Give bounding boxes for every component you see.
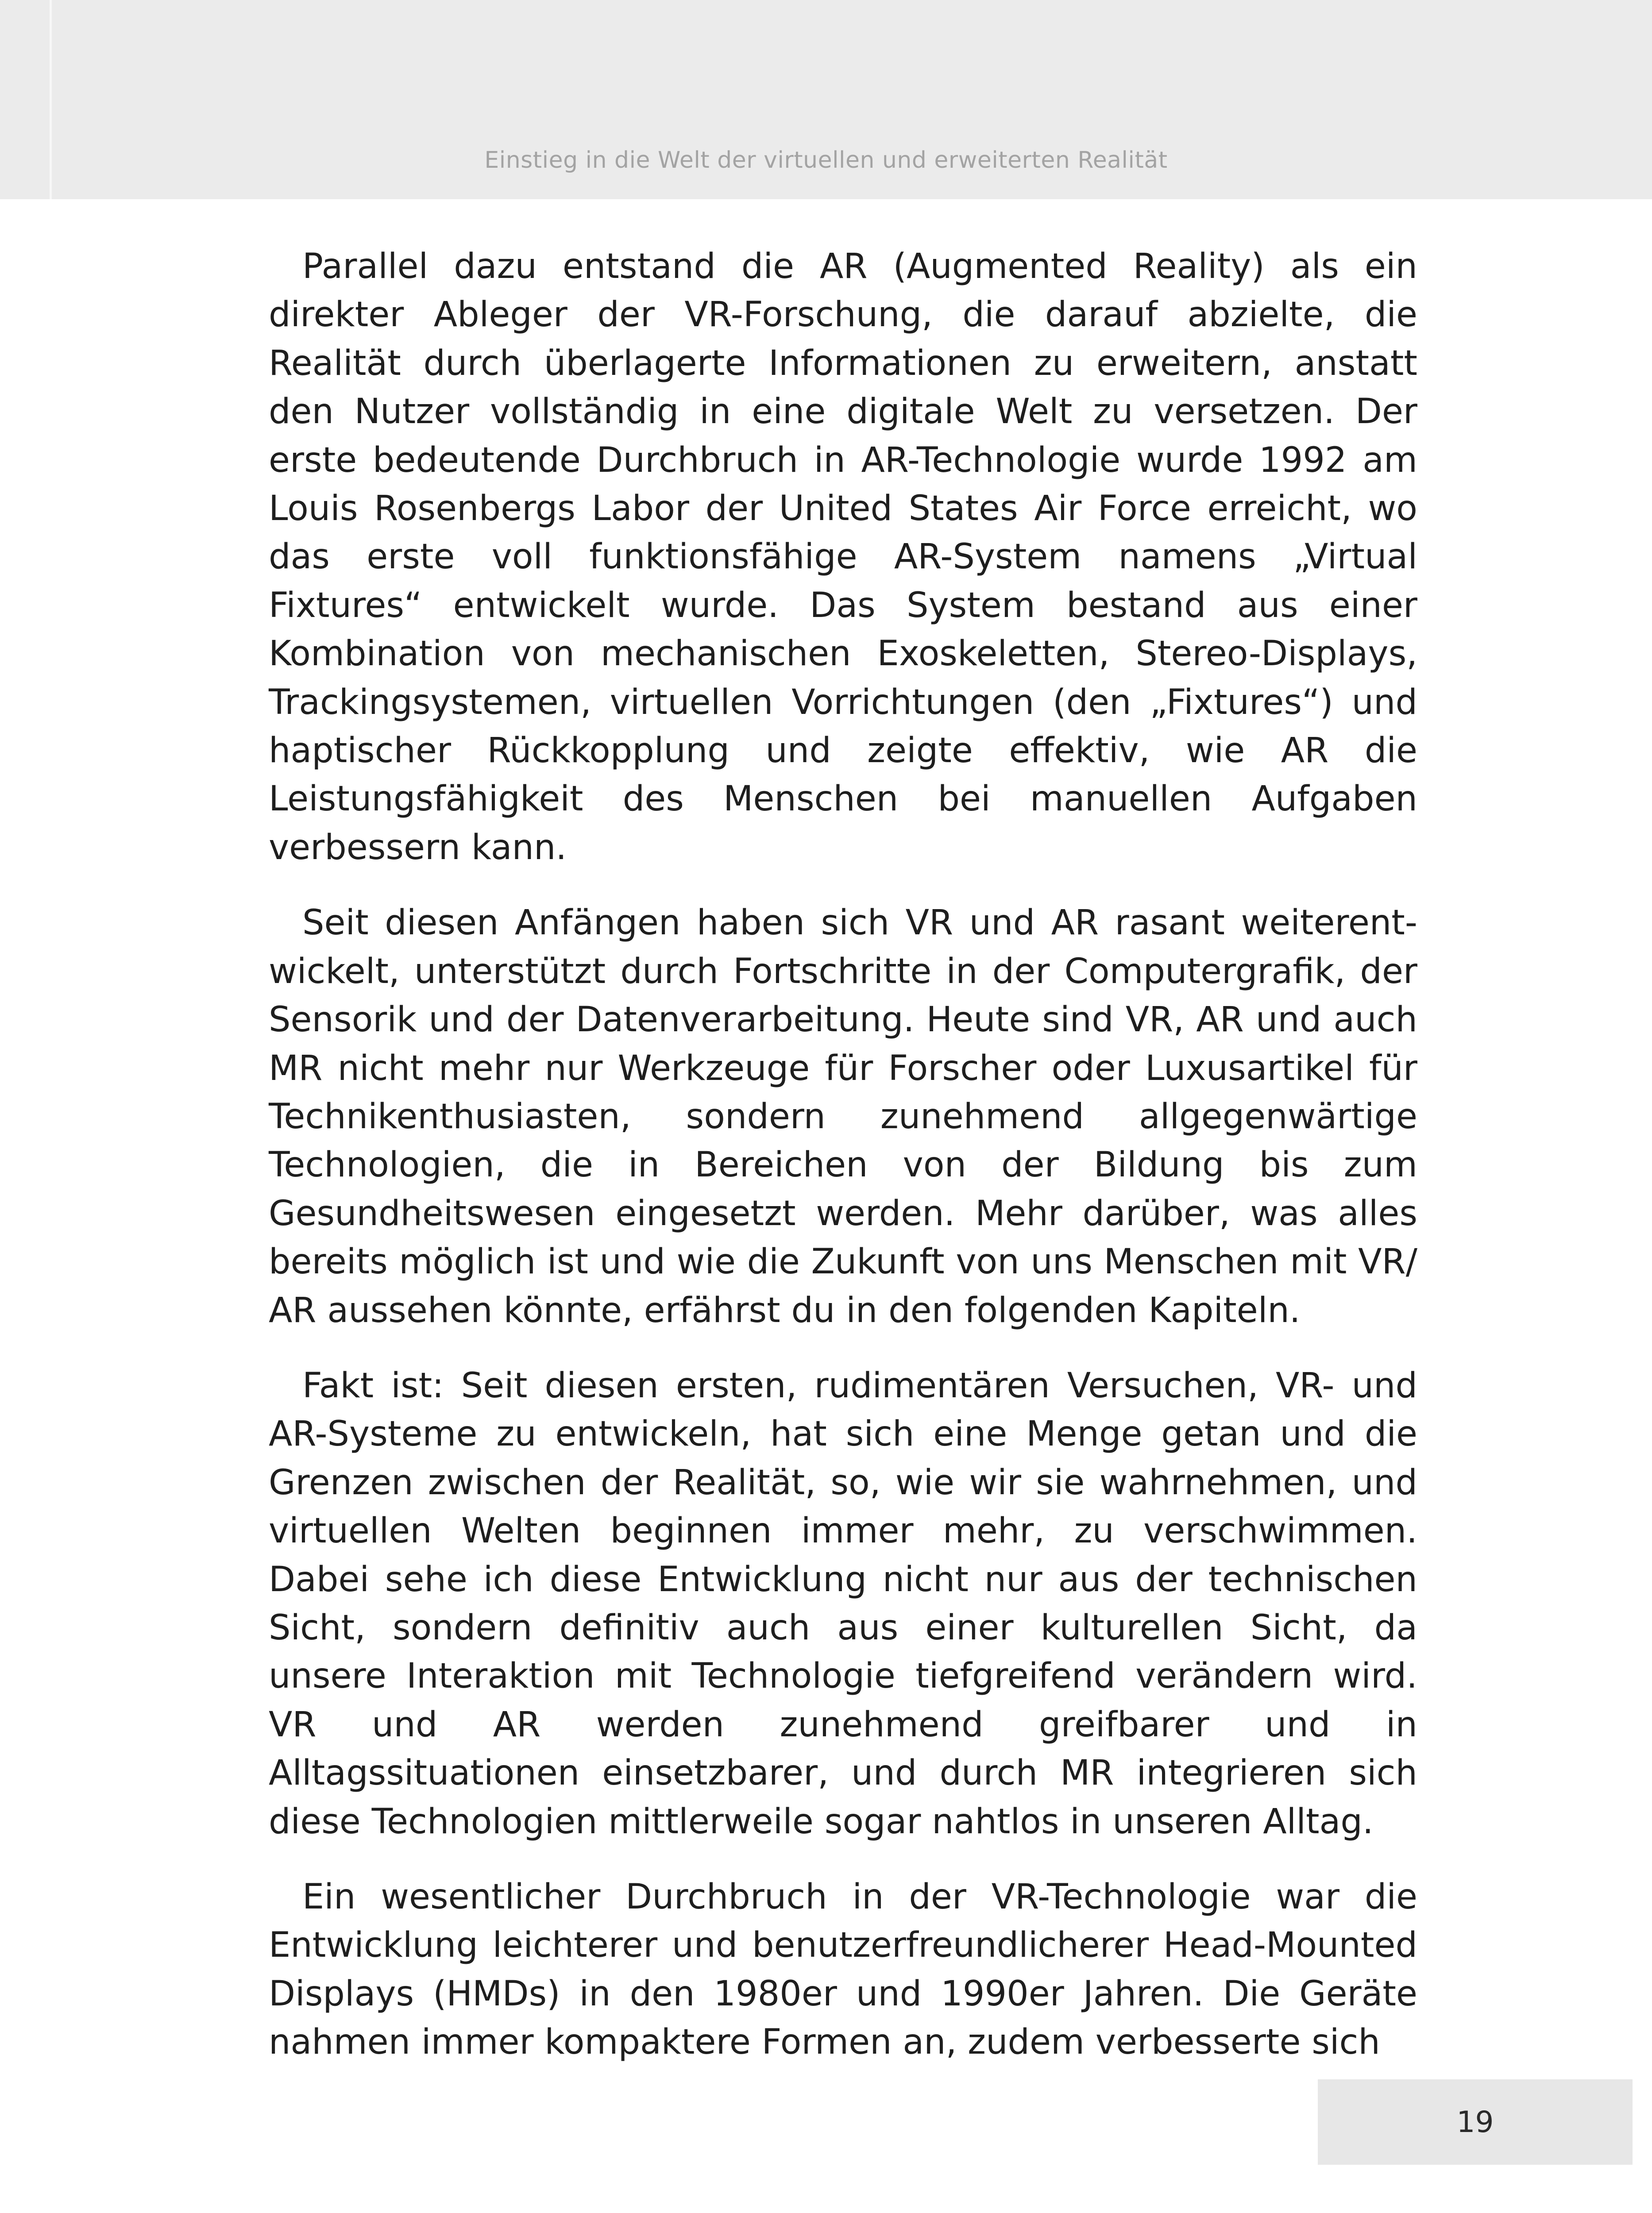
- page-number-box: [1318, 2079, 1633, 2165]
- body-text: [269, 243, 1417, 2067]
- page-number: 19: [1456, 2105, 1494, 2139]
- paragraph: Parallel dazu entstand die AR (Augmented Reality) als ein direkter Ableger der VR-Forschung, die darauf abzielte, die Realität durch überlagerte Informationen zu erweitern, anstatt den Nutzer vollständig in eine digitale Welt zu versetzen. Der erste bedeutende Durchbruch in AR-Technologie wurde 1992 am Louis Rosenbergs Labor der United States Air Force erreicht, wo das erste voll funktionsfähige AR-System namens „Virtual Fixtures“ entwickelt wurde. Das System bestand aus einer Kombination von mechanischen Exoskeletten, Stereo-Displays, Trackingsystemen, virtuellen Vorrichtungen (den „Fixtures“) und haptischer Rückkopplung und zeigte effektiv, wie AR die Leistungsfähigkeit des Menschen bei manuellen Aufgaben verbessern kann.: [269, 247, 1417, 867]
- header-band: [0, 0, 1652, 199]
- paragraph: Ein wesentlicher Durchbruch in der VR-Technologie war die Entwicklung leichterer und benutzerfreundlicherer Head-Mounted Displays (HMDs) in den 1980er und 1990er Jahren. Die Geräte nahmen immer kompaktere Formen an, zudem verbesserte sich: [269, 1877, 1417, 2063]
- running-head: Einstieg in die Welt der virtuellen und erweiterten Realität: [484, 147, 1168, 173]
- paragraph: Fakt ist: Seit diesen ersten, rudimentären Versuchen, VR- und AR-Systeme zu entwickeln, hat sich eine Menge getan und die Grenzen zwischen der Realität, so, wie wir sie wahrnehmen, und virtuellen Welten beginnen immer mehr, zu verschwimmen. Dabei sehe ich diese Entwicklung nicht nur aus der technischen Sicht, sondern definitiv auch aus einer kulturellen Sicht, da unsere Interaktion mit Technologie tiefgreifend verändern wird. VR und AR werden zunehmend greifbarer und in Alltagssituationen einsetzbarer, und durch MR integrieren sich diese Technologien mittlerweile sogar nahtlos in unseren Alltag.: [269, 1365, 1417, 1842]
- paragraph: Seit diesen Anfängen haben sich VR und AR rasant weiterentwickelt, unterstützt durch Fortschritte in der Computergrafik, der Sensorik und der Datenverarbeitung. Heute sind VR, AR und auch MR nicht mehr nur Werkzeuge für Forscher oder Luxusartikel für Technikenthusiasten, sondern zunehmend allgegenwärtige Technologien, die in Bereichen von der Bildung bis zum Gesundheitswesen eingesetzt werden. Mehr darüber, was alles bereits möglich ist und wie die Zukunft von uns Menschen mit VR/​AR aussehen könnte, erfährst du in den folgenden Kapiteln.: [269, 903, 1417, 1330]
